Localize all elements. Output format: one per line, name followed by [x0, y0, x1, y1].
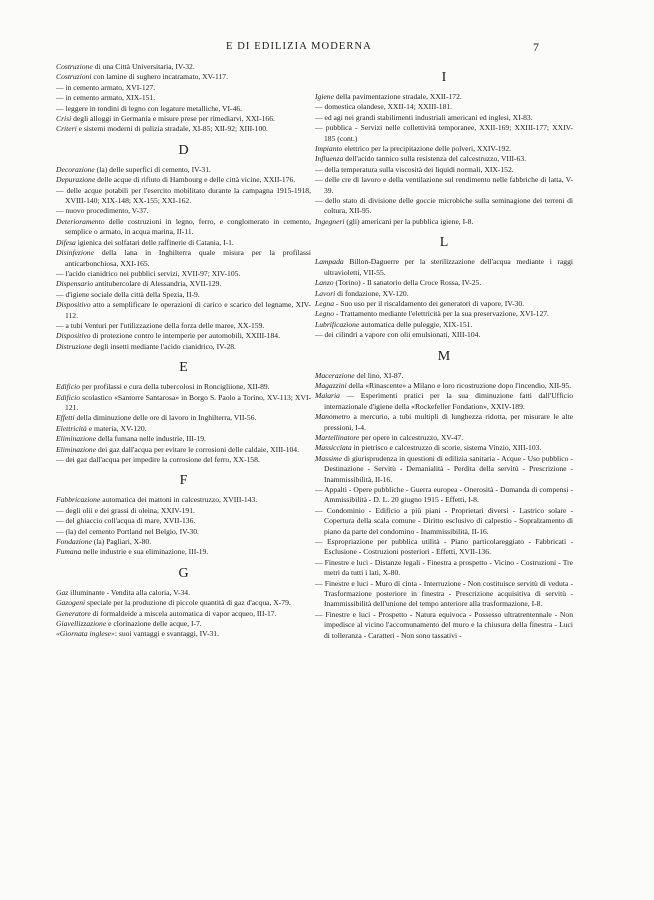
index-term: Edificio [56, 382, 81, 392]
index-entry [56, 445, 311, 455]
index-reference: di formaldeide a miscela automatica di vapor acqueo, III-17. [90, 608, 277, 618]
index-term: «Giornata inglese» [56, 629, 115, 639]
index-reference: per opere in calcestruzzo, XV-47. [359, 432, 464, 442]
index-reference: e sistemi moderni di pulizia stradale, XI-85; XII-92; XIII-100. [76, 124, 268, 134]
left-column [56, 62, 311, 640]
index-entry [315, 381, 573, 391]
index-term: Lubrificazione [315, 319, 360, 329]
index-reference: atto a semplificare le operazioni di carico e scarico del legname, XIV-112. [65, 300, 311, 320]
index-subentry: — Finestre e luci - Distanze legali - Finestra a prospetto - Vicino - Costruzioni - Tre metri da tutti i lati, X-80. [315, 557, 573, 578]
index-subentry: — delle acque potabili per l'esercito mobilitato durante la campagna 1915-1918, XVIII-140; XIX-148; XX-155; XXI-162. [56, 185, 311, 206]
index-term: Eliminazione [56, 434, 97, 444]
index-reference: del lino, XI-87. [354, 370, 404, 380]
index-entry [56, 175, 311, 185]
index-reference: dei gaz dall'acqua per evitare le corrosioni delle caldaie, XIII-104. [96, 444, 300, 454]
index-reference: (Torino) - Il sanatorio della Croce Rossa, IV-25. [333, 278, 482, 288]
index-term: Lavori [315, 288, 336, 298]
index-entry [56, 434, 311, 444]
index-subentry: — Finestre e luci - Prospetto - Natura equivoca - Possesso ultratrentennale - Non impedisce al vicino l'accomunamento del muro e la chiusura della finestra - Luci di tolleranza - Caratteri - Non sono tassativi - [315, 609, 573, 640]
index-reference: della «Rinascente» a Milano e loro ricostruzione dopo l'incendio, XII-95. [346, 380, 572, 390]
index-reference: per profilassi e cura della tubercolosi in Roncigliione, XII-89. [80, 382, 270, 392]
index-entry [315, 289, 573, 299]
index-reference: igienica dei solfatari delle raffinerie di Catania, I-1. [75, 237, 234, 247]
index-entry [56, 609, 311, 619]
index-entry [56, 248, 311, 269]
index-term: Distruzione [56, 341, 92, 351]
index-reference: elettrico per la precipitazione delle polveri, XXIV-192. [342, 144, 512, 154]
index-term: Eliminazione [56, 444, 97, 454]
index-entry [315, 92, 573, 102]
index-term: Malaria [315, 391, 340, 401]
index-reference: di fondazione, XV-120. [335, 288, 409, 298]
index-entry [315, 144, 573, 154]
index-subentry: — del ghiaccio coll'acqua di mare, XVII-136. [56, 516, 196, 526]
index-term: Generatore [56, 608, 91, 618]
index-reference: — Esperimenti pratici per la sua diminuzione fatti dall'Ufficio internazionale d'igiene della «Rockefeller Fondation», XXIV-189. [324, 391, 573, 411]
running-header: E DI EDILIZIA MODERNA [226, 41, 372, 52]
index-term: Impianto [315, 144, 343, 154]
index-term: Legna [315, 298, 334, 308]
index-entry [56, 413, 311, 423]
index-subentry: — nuovo procedimento, V-37. [56, 206, 149, 216]
index-entry [315, 217, 573, 227]
index-entry [56, 217, 311, 238]
index-subentry: — in cemento armato, XVI-127. [56, 82, 156, 92]
index-entry [56, 165, 311, 175]
index-entry [56, 619, 311, 629]
index-subentry: — degli olii e dei grassi di oleina, XXIV-191. [56, 505, 195, 515]
index-reference: : suoi vantaggi e svantaggi, IV-31. [114, 629, 219, 639]
index-entry [56, 537, 311, 547]
index-term: Igiene [315, 92, 334, 101]
index-term: Lampada [315, 257, 344, 267]
index-term: Manometro [315, 412, 351, 422]
index-entry [56, 124, 311, 134]
index-subentry: — leggere in tondini di legno con legature metalliche, VI-46. [56, 103, 243, 113]
index-entry [56, 300, 311, 321]
index-reference: dell'acido tannico sulla resistenza del calcestruzzo, VIII-63. [343, 154, 527, 164]
index-term: Depurazione [56, 175, 96, 185]
index-term: Criteri [56, 124, 77, 134]
index-entry [315, 433, 573, 443]
index-reference: e materia, XV-120. [86, 423, 147, 433]
index-reference: della lana in Inghilterra quale misura per la profilassi anticarbonchiosa, XXI-165. [65, 248, 311, 268]
index-reference: (la) Pagliari, X-80. [91, 537, 152, 547]
index-reference: degli alloggi in Germania e misure prese per rimediarvi, XXI-166. [71, 114, 275, 124]
index-subentry: — domestica olandese, XXII-14; XXIII-181. [315, 102, 453, 112]
index-entry [56, 382, 311, 392]
index-reference: speciale per la produzione di piccole quantità di gaz d'acqua, X-79. [85, 598, 291, 608]
right-column [315, 62, 573, 641]
index-reference: con lamine di sughero incatramato, XV-117. [91, 72, 228, 82]
index-entry [315, 443, 573, 453]
index-term: Dispositivo [56, 300, 91, 310]
index-reference: della fumana nelle industrie, III-19. [96, 434, 206, 444]
index-entry [56, 424, 311, 434]
index-reference: Billon-Daguerre per la sterilizzazione dell'acqua mediante i raggi ultravioletti, VII-55. [324, 257, 573, 277]
index-subentry: — dei gaz dall'acqua per impedire la corrosione del ferro, XX-158. [56, 455, 260, 464]
index-reference: delle costruzioni in legno, ferro, e conglomerato in cemento, semplice o armato, in acqua marina, II-11. [65, 216, 311, 237]
index-entry [56, 598, 311, 608]
index-reference: automatica dei mattoni in calcestruzzo, XVIII-143. [100, 495, 258, 505]
index-entry [315, 320, 573, 330]
index-term: Giavellizzazione [56, 619, 107, 629]
index-entry [56, 62, 311, 72]
index-subentry: — d'igiene sociale della città della Spezia, II-9. [56, 289, 200, 299]
section-letter: D [178, 142, 189, 158]
index-entry [315, 412, 573, 433]
index-term: Dispositivo [56, 331, 91, 341]
page-number: 7 [533, 40, 539, 54]
index-entry [315, 391, 573, 412]
index-reference: a mercurio, a tubi multipli di lunghezza ridotta, per misurare le alte pressioni, I-4. [324, 412, 573, 432]
section-letter: L [439, 235, 449, 251]
index-subentry: — Espropriazione per pubblica utilità - Piano particolareggiato - Fabbricati - Esclusione - Costruzioni posteriori - Effetti, XVII-136. [315, 537, 573, 557]
index-entry [56, 279, 311, 289]
index-term: Lanzo [315, 278, 334, 288]
section-letter: G [178, 565, 189, 581]
index-term: Edificio [56, 392, 81, 402]
index-reference: (gli) americani per la pubblica igiene, I-8. [344, 216, 474, 226]
index-reference: di una Città Universitaria, IV-32. [92, 62, 195, 71]
index-term: Fondazione [56, 537, 92, 547]
index-term: Legno [315, 309, 334, 319]
section-letter: F [179, 473, 188, 489]
index-reference: di protezione contro le intemperie per automobili, XXIII-184. [90, 331, 280, 341]
index-reference: - Trattamento mediante l'elettricità per la sua preservazione, XVI-127. [333, 309, 549, 319]
index-reference: della diminuzione delle ore di lavoro in Inghilterra, VII-56. [74, 413, 257, 423]
index-entry [315, 371, 573, 381]
index-entry [56, 629, 311, 639]
index-term: Crisi [56, 114, 72, 124]
index-entry [56, 393, 311, 414]
index-term: Gaz [56, 587, 69, 597]
index-entry [315, 309, 573, 319]
index-reference: nelle industrie e sua eliminazione, III-19. [81, 547, 209, 557]
index-entry [315, 278, 573, 288]
index-term: Martellinatore [315, 432, 360, 442]
index-term: Difesa [56, 237, 76, 247]
index-entry [315, 257, 573, 278]
index-entry [56, 238, 311, 248]
index-term: Ingegneri [315, 216, 345, 226]
section-letter: I [441, 70, 447, 85]
section-letter: M [437, 348, 451, 364]
index-term: Fumana [56, 547, 82, 557]
index-term: Magazzini [315, 380, 347, 390]
section-letter: E [179, 360, 188, 376]
index-term: Massicciata [315, 443, 352, 453]
index-term: Fabbricazione [56, 495, 101, 505]
index-entry [56, 72, 311, 82]
index-term: Costruzioni [56, 72, 92, 82]
index-subentry: — Appalti - Opere pubbliche - Guerra europea - Onerosità - Domanda di compensi - Ammissibilità - D. L. 20 giugno 1915 - Effetti, I-8. [315, 485, 573, 505]
index-subentry: — della temperatura sulla viscosità dei liquidi normali, XIX-152. [315, 164, 514, 174]
index-term: Elettricità [56, 423, 87, 433]
index-term: Costruzione [56, 62, 93, 71]
index-reference: delle acque di rifiuto di Hambourg e delle città vicine, XXII-176. [95, 175, 296, 185]
index-entry [315, 154, 573, 164]
index-reference: antitubercolare di Alessandria, XVII-129. [93, 279, 222, 289]
index-term: Disinfezione [56, 248, 94, 258]
index-reference: degli insetti mediante l'acido cianidrico, IV-28. [91, 341, 236, 351]
index-subentry: — delle cre di lavoro e della ventilazione sul rendimento nelle fabbriche di latta, V-39. [315, 175, 573, 195]
index-subentry: — Condominio - Edificio a più piani - Proprietari diversi - Lastrico solare - Copertura della scala comune - Diritto esclusivo di calpestio - Sopralzamento di piano da parte del condomino - Inammissibilità, II-16. [315, 505, 573, 536]
index-entry [315, 454, 573, 485]
index-term: Effetti [56, 413, 75, 423]
index-reference: automatica delle puleggie, XIX-151. [359, 319, 473, 329]
index-term: Influenza [315, 154, 344, 164]
index-subentry: — l'acido cianidrico nei pubblici servizi, XVII-97; XIV-105. [56, 268, 241, 278]
index-subentry: — (la) del cemento Portland nel Belgio, IV-30. [56, 526, 199, 536]
index-reference: in pietrisco e calcestruzzo di scorie, sistema Vinzio, XIII-103. [351, 443, 542, 453]
index-subentry: — pubblica - Servizi nelle collettività temporanee, XXII-169; XXIII-177; XXIV-185 (cont.) [315, 123, 573, 143]
index-reference: illuminante - Vendita alla caloria, V-34. [68, 587, 191, 597]
index-term: Gazogeni [56, 598, 86, 608]
index-reference: - Suo uso per il riscaldamento dei generatori di vapore, IV-30. [333, 298, 525, 308]
index-entry [56, 114, 311, 124]
index-reference: della pavimentazione stradale, XXII-172. [333, 92, 462, 101]
index-subentry: — dei cilindri a vapore con olii emulsionati, XIII-104. [315, 330, 481, 340]
index-entry [315, 299, 573, 309]
index-subentry: — ed agi nei grandi stabilimenti industriali americani ed inglesi, XI-83. [315, 112, 533, 122]
index-term: Macerazione [315, 370, 355, 380]
index-reference: e clorinazione delle acque, I-7. [106, 619, 202, 629]
index-term: Massime [315, 453, 342, 463]
index-subentry: — in cemento armato, XIX-151. [56, 93, 156, 103]
index-term: Deterioramento [56, 216, 105, 226]
index-term: Dispensario [56, 279, 94, 289]
index-subentry: — dello stato di divisione delle goccie microbiche sulla seminagione dei terreni di coltura, XII-95. [315, 196, 573, 216]
index-entry [56, 331, 311, 341]
index-subentry: — a tubi Venturi per l'utilizzazione della forza delle maree, XX-159. [56, 320, 265, 330]
index-reference: (la) delle superfici di cemento, IV-31. [94, 164, 211, 174]
index-reference: scolastico «Santorre Santarosa» in Borgo S. Paolo a Torino, XV-113; XVI-121. [65, 392, 311, 412]
index-entry [56, 588, 311, 598]
index-reference: di giurisprudenza in questioni di edilizia sanitaria - Acque - Uso pubblico - Destinazione - Servitù - Demanialità - Perdita della servitù - Prescrizione - Inammissibilità, II-16. [324, 453, 573, 484]
index-subentry: — Finestre e luci - Muro di cinta - Interruzione - Non costituisce servitù di veduta - Trasformazione posteriore in finestra - Prescrizione acquisitiva di servitù - Inammissibilità dell'unione del tempo anteriore alla trasformazione, I-8. [315, 578, 573, 609]
index-entry [56, 495, 311, 505]
index-term: Decorazione [56, 164, 95, 174]
index-entry [56, 342, 311, 352]
index-entry [56, 547, 311, 557]
